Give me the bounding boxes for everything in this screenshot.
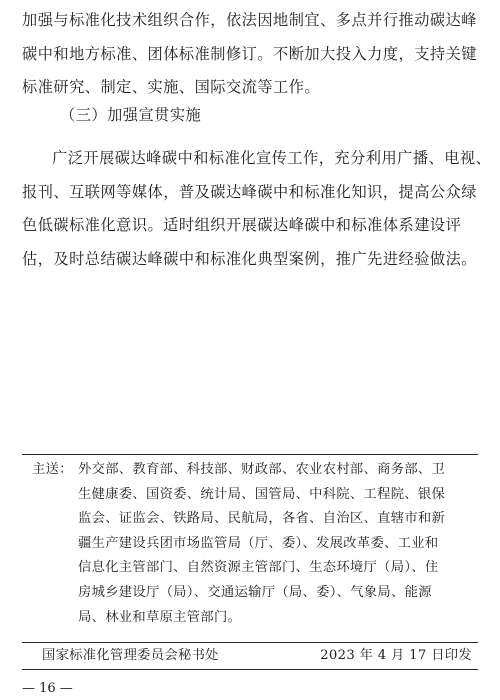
- paragraph-line: 估，及时总结碳达峰碳中和标准化典型案例，推广先进经验做法。: [22, 249, 477, 268]
- distribution-label: 主送：: [32, 462, 73, 477]
- divider-top: [22, 454, 478, 455]
- recipient-line: 监会、证监会、铁路局、民航局，各省、自治区、直辖市和新: [78, 511, 446, 527]
- section-heading: （三）加强宣贯实施: [60, 106, 202, 124]
- issuer-name: 国家标准化管理委员会秘书处: [42, 648, 219, 663]
- divider-bottom: [22, 669, 478, 670]
- issue-date: 2023 年 4 月 17 日印发: [320, 648, 472, 663]
- paragraph-line: 广泛开展碳达峰碳中和标准化宣传工作，充分利用广播、电视、: [52, 149, 492, 167]
- paragraph-line: 加强与标准化技术组织合作，依法因地制宜、多点并行推动碳达峰: [22, 11, 477, 29]
- page-number: — 16 —: [22, 681, 73, 696]
- paragraph-publicity-implementation: [22, 142, 492, 276]
- recipient-line: 信息化主管部门、自然资源主管部门、生态环境厅（局）、住: [78, 560, 439, 576]
- paragraph-line: 报刊、互联网等媒体，普及碳达峰碳中和标准化知识，提高公众绿: [22, 182, 477, 201]
- recipient-line: 房城乡建设厅（局）、交通运输厅（局、委）、气象局、能源: [78, 584, 432, 600]
- distribution-recipients: [78, 458, 478, 630]
- paragraph-line: 碳中和地方标准、团体标准制修订。不断加大投入力度，支持关键: [22, 44, 477, 63]
- divider-middle: [22, 642, 478, 643]
- recipient-line: 外交部、教育部、科技部、财政部、农业农村部、商务部、卫: [78, 462, 446, 477]
- recipient-line: 生健康委、国资委、统计局、国管局、中科院、工程院、银保: [78, 486, 446, 502]
- paragraph-line: 标准研究、制定、实施、国际交流等工作。: [22, 78, 321, 96]
- recipient-line: 局、林业和草原主管部门。: [78, 609, 242, 625]
- paragraph-line: 色低碳标准化意识。适时组织开展碳达峰碳中和标准体系建设评: [22, 216, 462, 234]
- recipient-line: 疆生产建设兵团市场监管局（厅、委）、发展改革委、工业和: [78, 535, 439, 551]
- paragraph-standards-cooperation: [22, 4, 478, 105]
